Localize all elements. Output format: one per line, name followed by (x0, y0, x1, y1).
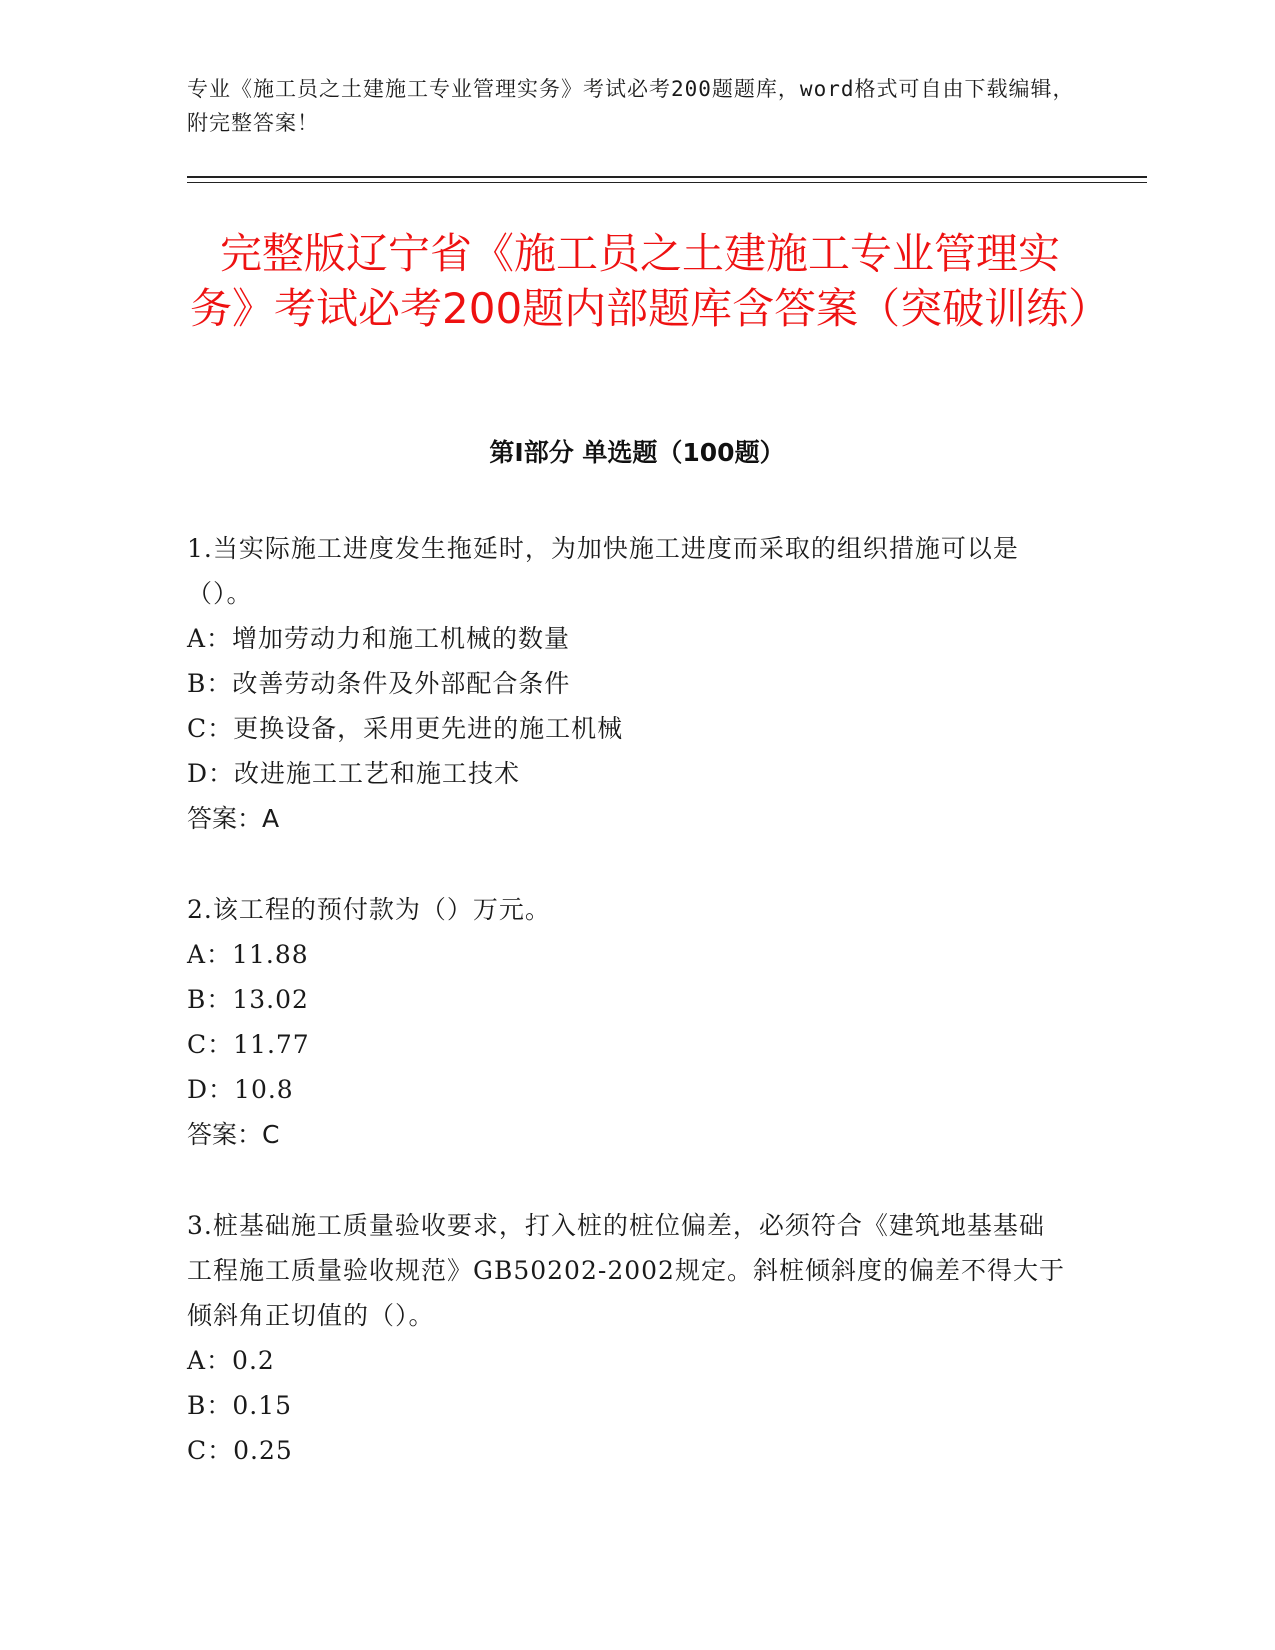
option-c: C：11.77 (187, 1030, 310, 1059)
document-title: 完整版辽宁省《施工员之土建施工专业管理实务》考试必考200题内部题库含答案（突破训练） (190, 229, 1111, 333)
option-b: B：改善劳动条件及外部配合条件 (187, 669, 571, 698)
question-list (187, 526, 1067, 1519)
answer-label: 答案： (187, 804, 263, 833)
question-3 (187, 1203, 1067, 1473)
option-a: A：11.88 (187, 940, 309, 969)
question-2 (187, 887, 1067, 1157)
header-divider-thick (187, 176, 1147, 178)
answer-line (187, 796, 1067, 841)
option-a: A：0.2 (187, 1346, 275, 1375)
answer-value: C (262, 1120, 280, 1149)
question-stem: 2.该工程的预付款为（）万元。 (187, 895, 551, 924)
option-c: C：0.25 (187, 1436, 293, 1465)
option-d: D：10.8 (187, 1075, 294, 1104)
answer-line (187, 1112, 1067, 1157)
question-stem: 1.当实际施工进度发生拖延时，为加快施工进度而采取的组织措施可以是（）。 (187, 534, 1019, 608)
section-heading: 第I部分 单选题（100题） (489, 438, 785, 467)
question-stem: 3.桩基础施工质量验收要求，打入桩的桩位偏差，必须符合《建筑地基基础工程施工质量验收规范》GB50202-2002规定。斜桩倾斜度的偏差不得大于倾斜角正切值的（）。 (187, 1211, 1065, 1330)
option-b: B：13.02 (187, 985, 309, 1014)
answer-value: A (262, 804, 280, 833)
header-divider-thin (187, 182, 1147, 183)
option-b: B：0.15 (187, 1391, 293, 1420)
option-d: D：改进施工工艺和施工技术 (187, 759, 521, 788)
header-note: 专业《施工员之土建施工专业管理实务》考试必考200题题库，word格式可自由下载编辑，附完整答案！ (187, 77, 1075, 135)
answer-label: 答案： (187, 1120, 263, 1149)
option-c: C：更换设备，采用更先进的施工机械 (187, 714, 624, 743)
option-a: A：增加劳动力和施工机械的数量 (187, 624, 571, 653)
question-1 (187, 526, 1067, 841)
